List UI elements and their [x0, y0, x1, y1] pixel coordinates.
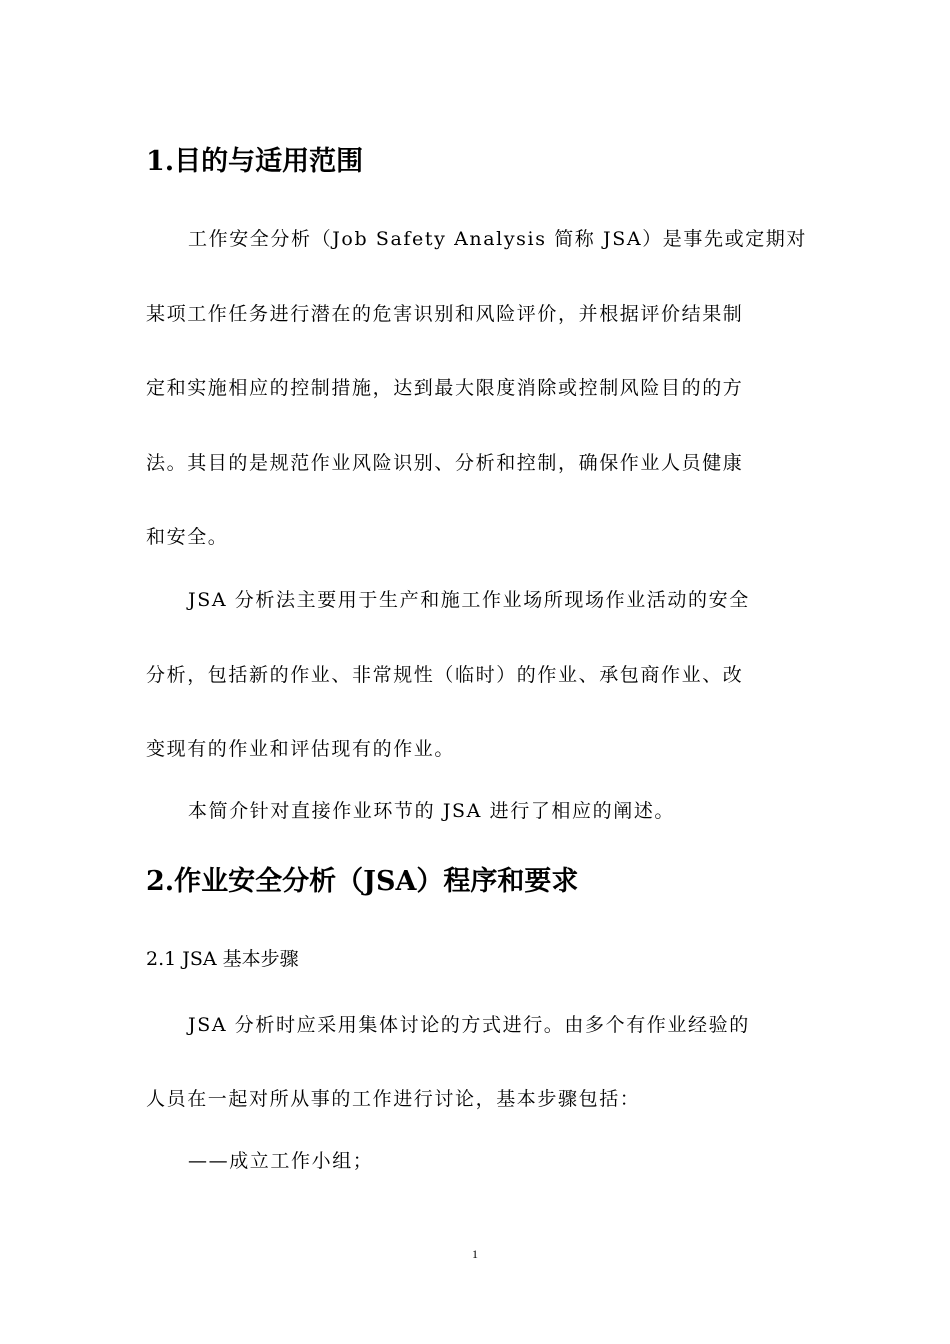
- page-number: 1: [472, 1247, 478, 1261]
- section-2-heading: 2.作业安全分析（JSA）程序和要求: [146, 866, 579, 897]
- section-1-para-1-line-4: 法。其目的是规范作业风险识别、分析和控制，确保作业人员健康: [146, 452, 744, 474]
- section-1-para-2-line-2: 分析，包括新的作业、非常规性（临时）的作业、承包商作业、改: [146, 664, 744, 686]
- section-1-para-1-line-2: 某项工作任务进行潜在的危害识别和风险评价，并根据评价结果制: [146, 303, 744, 325]
- section-1-para-2-line-1: JSA 分析法主要用于生产和施工作业场所现场作业活动的安全: [188, 589, 750, 611]
- section-1-para-1-line-5: 和安全。: [146, 526, 229, 548]
- section-2-1-subheading: 2.1 JSA 基本步骤: [146, 948, 299, 970]
- section-1-para-1-line-1: 工作安全分析（Job Safety Analysis 简称 JSA）是事先或定期对: [188, 228, 807, 250]
- section-1-para-2-line-3: 变现有的作业和评估现有的作业。: [146, 738, 456, 760]
- section-1-heading: 1.目的与适用范围: [146, 146, 364, 177]
- section-2-list-item-1: ——成立工作小组；: [188, 1150, 374, 1172]
- section-2-para-1-line-2: 人员在一起对所从事的工作进行讨论，基本步骤包括：: [146, 1088, 641, 1110]
- section-1-para-3: 本简介针对直接作业环节的 JSA 进行了相应的阐述。: [188, 800, 676, 822]
- section-1-para-1-line-3: 定和实施相应的控制措施，达到最大限度消除或控制风险目的的方: [146, 377, 744, 399]
- section-2-para-1-line-1: JSA 分析时应采用集体讨论的方式进行。由多个有作业经验的: [188, 1014, 750, 1036]
